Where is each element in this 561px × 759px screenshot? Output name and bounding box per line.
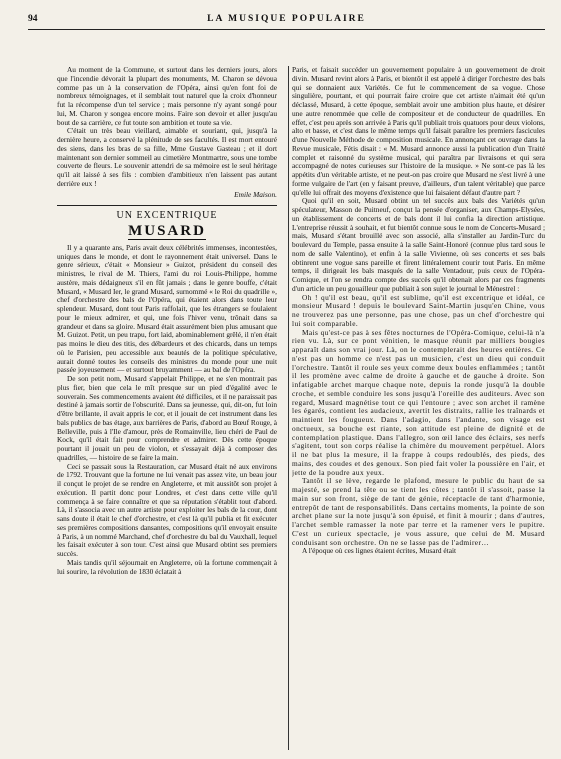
paragraph: De son petit nom, Musard s'appelait Philippe, et ne s'en montrait pas plus fier, bien que cela le mît presque sur un pied d'égalité avec le souverain. Ses commencements avaient été difficiles, et il ne paraissait pas destiné à jamais sortir de l'obscurité. Dans sa jeunesse, qui, dit-on, fut loin d'être brillante, il avait appris le cor, et il jouait de cet instrument dans les bals publics de bas étage, aux barrières de Paris, d'abord au Bœuf Rouge, à Belleville, puis à l'Ile d'amour, près de Romainville, lieu chéri de Paul de Kock, qu'il était fait pour comprendre et admirer. Dès cette époque pourtant il jouait un peu de violon, et s'essayait déjà à composer des quadrilles, — histoire de se faire la main. xyxy=(57,374,277,462)
right-column xyxy=(292,66,545,750)
section-title: UN EXCENTRIQUE xyxy=(116,210,218,222)
running-title: LA MUSIQUE POPULAIRE xyxy=(207,14,366,24)
page-number: 94 xyxy=(28,14,38,24)
paragraph: Quoi qu'il en soit, Musard obtint un tel succès aux bals des Variétés qu'un spéculateur, Masson de Puitneuf, conçut la pensée d'organiser, aux Champs-Elysées, un établissement de concerts et de bals dont il lui confia la direction artistique. L'entreprise réussit à souhait, et fut bientôt connue sous le nom de Concerts-Musard ; mais, Musard s'étant brouillé avec son associé, alla s'installer au Jardin-Turc du boulevard du Temple, passa ensuite à la salle Saint-Honoré (connue plus tard sous le nom de salle Valentino), et enfin à la salle Vivienne, où ses concerts et ses bals obtinrent une vogue sans pareille et firent littéralement courir tout Paris. En même temps, il dirigeait les bals masqués de la salle Ventadour, puis ceux de l'Opéra-Comique, et l'on se rendra compte des succès qu'il obtenait alors par ces fragments d'un article un peu gouailleur que publiait à son sujet le journal le Ménestrel : xyxy=(292,196,545,293)
quote-paragraph: Mais qu'est-ce pas à ses fêtes nocturnes de l'Opéra-Comique, celui-là n'a rien vu. Là, sur ce pont vénitien, le masque réunit par milliers bougies apparaît dans son vrai jour. Là, on le contemplerait des heures entières. Ce n'est pas un homme ce n'est pas un musicien, c'est un dieu qui conduit l'orchestre. Tantôt il roule ses yeux comme deux boules enflammées ; tantôt il les promène avec calme de droite à gauche et de gauche à droite. Son infatigable archet marque chaque note, depuis la ronde jusqu'à la double croche, et semble conduire les sons jusqu'à l'oreille des auditeurs. Avec son regard, Musard magnétise tout ce qui l'entoure ; avec son archet il ramène les égarés, contient les audacieux, avertit les distraits, rallie les traînards et maintient les fougueux. Dans l'adagio, dans l'andante, son visage est onctueux, sa bouche est riante, son attitude est pleine de dignité et de contemplation plastique. Dans l'allegro, son œil lance des éclairs, ses nerfs s'agitent, tout son corps réalise la chimère du mouvement perpétuel. Alors il ne bat plus la mesure, il la frappe à coups redoublés, des pieds, des mains, des coudes et des genoux. Son pied fait voler la poussière en l'air, et jette de la poudre aux yeux. xyxy=(292,327,545,477)
quote-paragraph: Tantôt il se lève, regarde le plafond, mesure le public du haut de sa majesté, se prend la tête ou se tient les côtes ; tantôt il s'assoit, passe la main sur son front, siège de tant de génie, réceptacle de tant d'harmonie, entrepôt de tant de responsabilités. Dans certains moments, la pointe de son archet plane sur la note jusqu'à son épuisé, et finit à mourir ; dans d'autres, l'archet semble ramasser la note par terre et la ramener vers le pupitre. C'est un curieux spectacle, je vous assure, que celui de M. Musard conduisant son orchestre. On ne se lasse pas de l'admirer… xyxy=(292,476,545,547)
paragraph: Il y a quarante ans, Paris avait deux célébrités immenses, incontestées, uniques dans le monde, et dont le rayonnement était universel. Dans le genre sérieux, c'était « Monsieur » Guizot, président du conseil des ministres, le rival de M. Thiers, l'ami du roi Louis-Philippe, homme austère, mais dédaigneux s'il en fût jamais ; dans le genre bouffe, c'était Musard, « Musard Ier, le grand Musard, surnommé « le Roi du quadrille », chef d'orchestre des bals de l'Opéra, qui étaient alors dans toute leur splendeur. Musard, dont tout Paris raffolait, que les étrangers se foulaient pour le mieux admirer, et qui, une fois l'hiver venu, trônait dans sa grandeur et dans sa gloire. Musard était assurément bien plus amusant que M. Guizot. Petit, un peu trapu, fort laid, abominablement grêlé, il n'en était pas moins le dieu des titis, des débardeurs et des chicards, dans un temps où le Parisien, peu accessible aux beautés de la politique spéculative, aurait donné toutes les conseils des ministres du monde pour une nuit passée joyeusement — et surtout bruyamment — au bal de l'Opéra. xyxy=(57,242,277,375)
header-rule xyxy=(28,29,545,30)
paragraph: Paris, et faisait succéder un gouvernement populaire à un gouvernement de droit divin. Musard revint alors à Paris, et bientôt il est appelé à diriger l'orchestre des bals qui se donnaient aux Variétés. Ce fut le commencement de sa vogue. Chose singulière, pourtant, et qui pourrait faire croire que cet artiste n'aimait été qu'un déclassé, Musard, à cette époque, semblait avoir une ambition plus haute, et désirer une autre renommée que celle de compositeur et de conducteur de quadrilles. En effet, c'est peu après son arrivée à Paris qu'il publiait trois quatuors pour deux violons, alto et basse, et c'est dans le même temps qu'il faisait paraître les premiers fascicules d'une Nouvelle Méthode de composition musicale. En annonçant cet ouvrage dans la Revue musicale, Fétis disait : « M. Musard annonce aussi la publication d'un Traité complet et raisonné du système musical, qui paraîtra par livraisons et qui sera accompagné de notes curieuses sur l'histoire de la musique. » Ne sont-ce pas là les appétits d'un véritable artiste, et ne peut-on pas croire que Musard ne s'est livré à une forme vulgaire de l'art (en y faisant preuve, d'ailleurs, d'un talent véritable) que parce qu'elle lui offrait des moyens d'existence que lui faisaient défaut d'autre part ? xyxy=(292,66,545,197)
paragraph: Ceci se passait sous la Restauration, car Musard était né aux environs de 1792. Trouvant que la fortune ne lui venait pas assez vite, un beau jour il conçut le projet de se rendre en Angleterre, et mit aussitôt son projet à exécution. Il partit donc pour Londres, et c'est dans cette ville qu'il commença à se faire connaître et que sa réputation s'établit tout d'abord. Là, il s'associa avec un autre artiste pour exploiter les bals de la cour, dont sans doute il était le chef d'orchestre, et c'est là qu'il publia et fit exécuter ses premières compositions dansantes, compositions qu'il envoyait ensuite à Paris, à un nommé Marchand, chef d'orchestre du bal du Vauxhall, lequel les faisait exécuter à son tour. C'est ainsi que Musard obtint ses premiers succès. xyxy=(57,461,277,558)
left-column xyxy=(57,66,277,750)
article-title-text: MUSARD xyxy=(128,223,206,239)
paragraph: Au moment de la Commune, et surtout dans les derniers jours, alors que l'incendie dévorait la plupart des monuments, M. Charon se dévoua comme pas un à la conservation de l'Opéra, ainsi qu'en font foi de nombreux témoignages, et il semblait tout naturel que la croix d'honneur fut la récompense d'un tel service ; mais personne n'y ayant songé pour lui, M. Charon y songea encore moins. Faire son devoir et aller jusqu'au bout de sa carrière, ce fut toute son ambition et toute sa vie. xyxy=(57,66,277,127)
signature: Emile Maison. xyxy=(234,189,277,199)
section-rule xyxy=(57,205,277,206)
column-divider xyxy=(288,66,289,750)
paragraph: A l'époque où ces lignes étaient écrites, Musard était xyxy=(302,546,457,556)
quote-paragraph: Oh ! qu'il est beau, qu'il est sublime, qu'il est excentrique et idéal, ce monsieur Musard ! depuis le boulevard Saint-Martin jusqu'en Chine, vous ne trouverez pas une personne, pas une chose, pas un chef d'orchestre qui lui soit comparable. xyxy=(292,292,545,328)
page-header xyxy=(28,14,545,28)
paragraph: Mais tandis qu'il séjournait en Angleterre, où la fortune commençait à lui sourire, la révolution de 1830 éclatait à xyxy=(57,557,277,576)
paragraph: C'était un très beau vieillard, aimable et souriant, qui, jusqu'à la dernière heure, a conservé la plénitude de ses facultés. Il est mort entouré des siens, dans les bras de sa fille, Mme Gustave Gasteau ; et il dort maintenant son dernier sommeil au cimetière Montmartre, sous une tombe couverte de fleurs. Le souvenir attendri de sa mémoire est le seul héritage qu'il ait laissé à ses fils : combien d'ambitieux n'en laissent pas autant derrière eux ! xyxy=(57,126,277,188)
article-title xyxy=(57,223,277,239)
